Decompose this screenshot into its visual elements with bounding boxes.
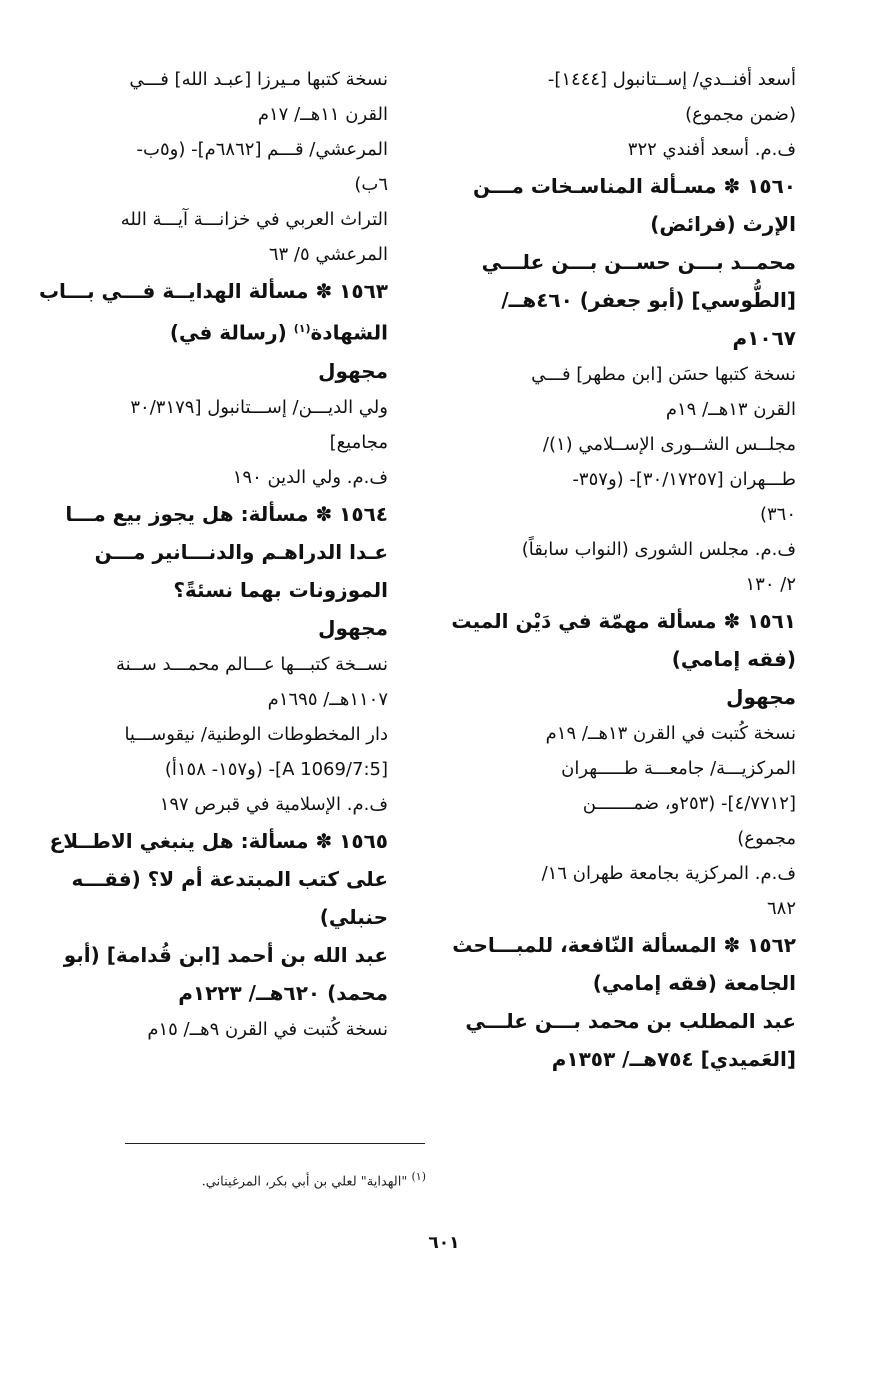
entry-heading-line: [الطُّوسي] (أبو جعفر) ٤٦٠هــ/ — [501, 288, 796, 312]
entry-heading-line: على كتب المبتدعة أم لا؟ (فقـــه — [71, 866, 388, 891]
entry-text-line: ولي الديـــن/ إســـتانبول [٣٠/٣١٧٩ — [130, 396, 388, 418]
entry-heading-line: ١٥٦٠ ✽ مسـألة المناسـخات مـــن — [472, 174, 796, 198]
entry-text-line: ٦٨٢ — [766, 898, 796, 919]
entry-heading-line: ١٥٦٤ ✽ مسألة: هل يجوز بيع مـــا — [65, 501, 388, 526]
entry-text-line: نسخة كُتبت في القرن ١٣هــ/ ١٩م — [545, 723, 796, 744]
entry-text-line: نســخة كتبـــها عـــالم محمـــد ســنة — [116, 653, 388, 675]
footnote-marker: (١) — [411, 1170, 426, 1183]
entry-text-line: طـــهران [٣٠/١٧٢٥٧]- (و٣٥٧- — [572, 469, 796, 490]
entry-text-line: المرعشي ٥/ ٦٣ — [268, 244, 388, 265]
entry-text-line: ف.م. ولي الدين ١٩٠ — [232, 466, 388, 488]
entry-text-line: أسعد أفنــدي/ إســتانبول [١٤٤٤]- — [547, 69, 796, 90]
line-text: (رسالة في) — [169, 320, 294, 345]
entry-text-line: نسخة كُتبت في القرن ٩هــ/ ١٥م — [147, 1018, 388, 1040]
footnote-text: "الهداية" لعلي بن أبي بكر، المرغيناني. — [201, 1174, 408, 1190]
entry-text-line: (ضمن مجموع) — [685, 104, 796, 125]
entry-text-line: ١١٠٧هــ/ ١٦٩٥م — [267, 688, 388, 710]
entry-text-line: المركزيـــة/ جامعـــة طـــــهران — [561, 758, 796, 779]
entry-text-line: مجلــس الشــورى الإســلامي (١)/ — [542, 434, 796, 455]
footnote-rule — [125, 1143, 425, 1144]
entry-heading-line: ١٥٦٢ ✽ المسألة النّافعة، للمبـــاحث — [452, 933, 796, 957]
entry-text-line: التراث العربي في خزانـــة آيـــة الله — [120, 209, 388, 230]
entry-text-line: دار المخطوطات الوطنية/ نيقوســـيا — [124, 723, 388, 745]
entry-heading-line: [العَميدي] ٧٥٤هــ/ ١٣٥٣م — [551, 1047, 796, 1071]
footnote — [106, 1167, 426, 1192]
entry-heading-line — [80, 310, 388, 352]
entry-heading-line: الموزونات بهما نسئةً؟ — [173, 577, 388, 602]
entry-text-line: المرعشي/ قـــم [٦٨٦٢م]- (و٥ب- — [136, 139, 388, 160]
entry-heading-line: الإرث (فرائض) — [650, 212, 796, 236]
entry-heading-line: عـدا الدراهـم والدنـــانير مـــن — [94, 539, 388, 564]
line-text: الشهادة — [310, 320, 388, 345]
entry-heading-line: ١٥٦٣ ✽ مسألة الهدايــة فـــي بـــاب — [38, 279, 388, 303]
right-column — [451, 62, 796, 1078]
page-number: ٦٠١ — [428, 1233, 460, 1253]
entry-text-line: مجموع) — [737, 828, 796, 849]
entry-text-line: مجاميع] — [329, 431, 388, 453]
entry-heading-line: محمد) ٦٢٠هــ/ ١٢٢٣م — [178, 980, 388, 1005]
entry-heading-line: مجهول — [318, 615, 388, 640]
entry-text-line: ف.م. المركزية بجامعة طهران ١٦/ — [541, 863, 796, 884]
entry-text-line: ف.م. الإسلامية في قبرص ١٩٧ — [159, 793, 388, 815]
entry-text-line: ٦ب) — [354, 174, 388, 195]
entry-text-line: القرن ١١هــ/ ١٧م — [257, 104, 388, 125]
entry-text-line: نسخة كتبها حسَن [ابن مطهر] فـــي — [531, 364, 796, 385]
entry-heading-line: محمــد بـــن حســن بـــن علـــي — [481, 250, 796, 274]
left-column — [38, 62, 388, 1047]
entry-text-line: [٤/٧٧١٢]- (٢٥٣و، ضمـــــــن — [582, 793, 796, 814]
entry-heading-line: الجامعة (فقه إمامي) — [592, 971, 796, 995]
entry-text-line: القرن ١٣هــ/ ١٩م — [665, 399, 796, 420]
entry-heading-line: مجهول — [318, 358, 388, 383]
entry-heading-line: ١٥٦٥ ✽ مسألة: هل ينبغي الاطــلاع — [49, 828, 388, 853]
entry-heading-line: عبد المطلب بن محمد بـــن علـــي — [465, 1009, 796, 1033]
entry-heading-line: ١٥٦١ ✽ مسألة مهمّة في دَيْن الميت — [451, 609, 796, 633]
entry-text-line: نسخة كتبها مـيرزا [عبـد الله] فـــي — [129, 69, 388, 90]
entry-text-line: ف.م. أسعد أفندي ٣٢٢ — [627, 139, 796, 160]
entry-heading-line: مجهول — [726, 685, 796, 709]
footnote-reference: (١) — [293, 322, 311, 335]
entry-text-line: ٣٦٠) — [759, 504, 796, 525]
entry-heading-line: ١٠٦٧م — [732, 326, 796, 350]
entry-heading-line: حنبلي) — [319, 904, 388, 929]
entry-text-line: ٢/ ١٣٠ — [745, 574, 796, 595]
entry-text-line: [A 1069/7:5]- (و١٥٧- ١٥٨أ) — [164, 758, 388, 780]
entry-text-line: ف.م. مجلس الشورى (النواب سابقاً) — [521, 539, 796, 560]
entry-heading-line: عبد الله بن أحمد [ابن قُدامة] (أبو — [63, 942, 388, 967]
entry-heading-line: (فقه إمامي) — [671, 647, 796, 671]
